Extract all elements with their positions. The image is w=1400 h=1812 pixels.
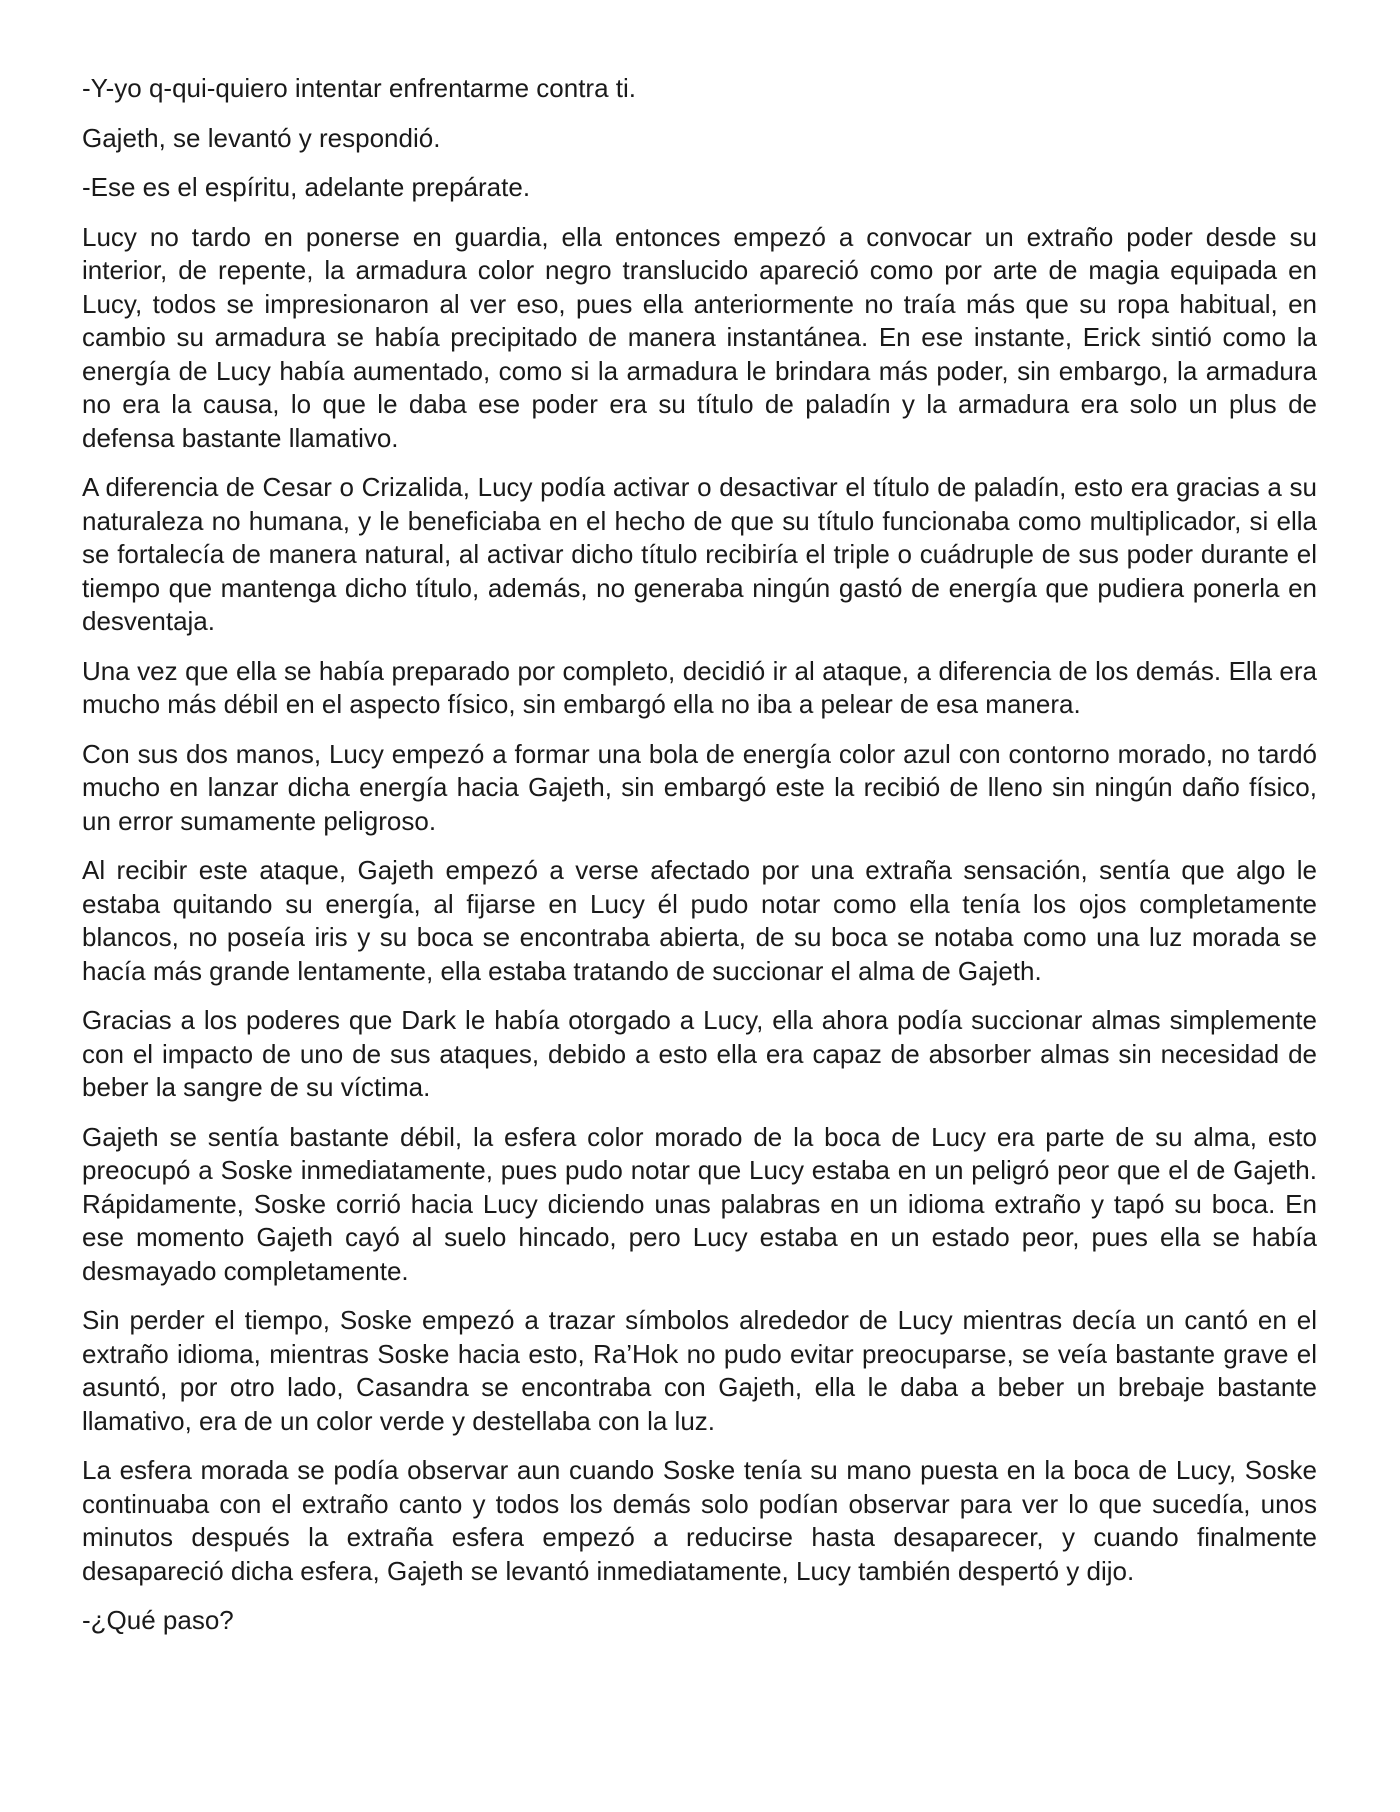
paragraph-narration: Una vez que ella se había preparado por completo, decidió ir al ataque, a diferencia de los demás. Ella era mucho más débil en el aspecto físico, sin embargó ella no iba a pelear de esa manera. <box>82 655 1317 719</box>
paragraph-dialogue: -¿Qué paso? <box>82 1605 234 1635</box>
paragraph-narration: Gajeth se sentía bastante débil, la esfera color morado de la boca de Lucy era parte de su alma, esto preocupó a Soske inmediatamente, pues pudo notar que Lucy estaba en un peligró peor que el de Gajeth. Rápidamente, Soske corrió hacia Lucy diciendo unas palabras en un idioma extraño y tapó su boca. En ese momento Gajeth cayó al suelo hincado, pero Lucy estaba en un estado peor, pues ella se había desmayado completamente. <box>82 1121 1317 1286</box>
paragraph-dialogue: -Ese es el espíritu, adelante prepárate. <box>82 172 531 202</box>
paragraph-dialogue: -Y-yo q-qui-quiero intentar enfrentarme contra ti. <box>82 73 636 103</box>
paragraph-narration: Gajeth, se levantó y respondió. <box>82 122 441 153</box>
paragraph-narration: Al recibir este ataque, Gajeth empezó a verse afectado por una extraña sensación, sentía que algo le estaba quitando su energía, al fijarse en Lucy él pudo notar como ella tenía los ojos completamente blancos, no poseía iris y su boca se encontraba abierta, de su boca se notaba como una luz morada se hacía más grande lentamente, ella estaba tratando de succionar el alma de Gajeth. <box>82 855 1317 986</box>
document-page <box>82 72 1317 1654</box>
paragraph-narration: Gracias a los poderes que Dark le había otorgado a Lucy, ella ahora podía succionar almas simplemente con el impacto de uno de sus ataques, debido a esto ella era capaz de absorber almas sin necesidad de beber la sangre de su víctima. <box>82 1005 1317 1102</box>
paragraph-narration: A diferencia de Cesar o Crizalida, Lucy podía activar o desactivar el título de paladín, esto era gracias a su naturaleza no humana, y le beneficiaba en el hecho de que su título funcionaba como multiplicador, si ella se fortalecía de manera natural, al activar dicho título recibiría el triple o cuádruple de sus poder durante el tiempo que mantenga dicho título, además, no generaba ningún gastó de energía que pudiera ponerla en desventaja. <box>82 472 1317 636</box>
paragraph-narration: Lucy no tardo en ponerse en guardia, ella entonces empezó a convocar un extraño poder desde su interior, de repente, la armadura color negro translucido apareció como por arte de magia equipada en Lucy, todos se impresionaron al ver eso, pues ella anteriormente no traía más que su ropa habitual, en cambio su armadura se había precipitado de manera instantánea. En ese instante, Erick sintió como la energía de Lucy había aumentado, como si la armadura le brindara más poder, sin embargo, la armadura no era la causa, lo que le daba ese poder era su título de paladín y la armadura era solo un plus de defensa bastante llamativo. <box>82 221 1317 453</box>
paragraph-narration: La esfera morada se podía observar aun cuando Soske tenía su mano puesta en la boca de Lucy, Soske continuaba con el extraño canto y todos los demás solo podían observar para ver lo que sucedía, unos minutos después la extraña esfera empezó a reducirse hasta desaparecer, y cuando finalmente desapareció dicha esfera, Gajeth se levantó inmediatamente, Lucy también despertó y dijo. <box>82 1455 1317 1586</box>
paragraph-narration: Con sus dos manos, Lucy empezó a formar una bola de energía color azul con contorno morado, no tardó mucho en lanzar dicha energía hacia Gajeth, sin embargó este la recibió de lleno sin ningún daño físico, un error sumamente peligroso. <box>82 738 1317 836</box>
paragraph-narration: Sin perder el tiempo, Soske empezó a trazar símbolos alrededor de Lucy mientras decía un cantó en el extraño idioma, mientras Soske hacia esto, Ra’Hok no pudo evitar preocuparse, se veía bastante grave el asuntó, por otro lado, Casandra se encontraba con Gajeth, ella le daba a beber un brebaje bastante llamativo, era de un color verde y destellaba con la luz. <box>82 1305 1317 1436</box>
